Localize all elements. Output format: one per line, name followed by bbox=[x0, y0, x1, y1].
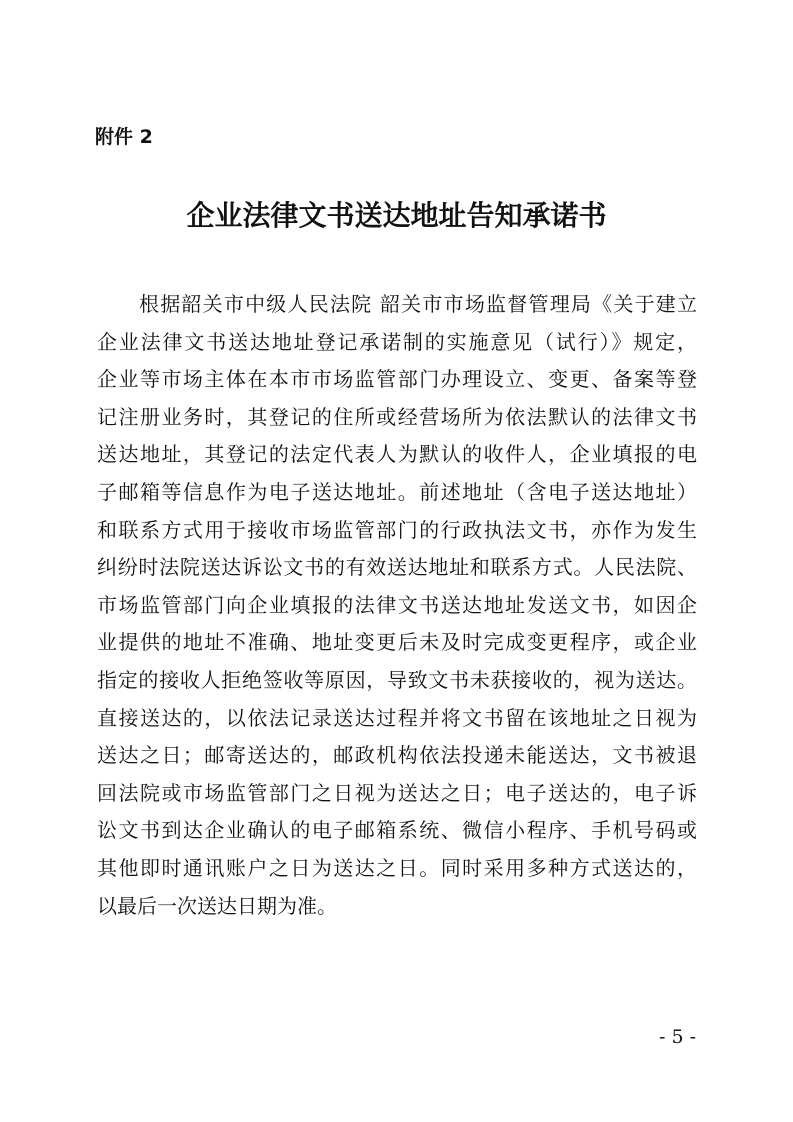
body-line: 送达地址，其登记的法定代表人为默认的收件人，企业填报的电 bbox=[97, 442, 697, 467]
document-title: 企业法律文书送达地址告知承诺书 bbox=[186, 199, 607, 232]
body-text bbox=[97, 286, 697, 925]
body-line: 直接送达的，以依法记录送达过程并将文书留在该地址之日视为 bbox=[97, 705, 697, 730]
body-line: 和联系方式用于接收市场监管部门的行政执法文书，亦作为发生 bbox=[97, 517, 697, 542]
body-line: 讼文书到达企业确认的电子邮箱系统、微信小程序、手机号码或 bbox=[97, 818, 697, 843]
body-line: 市场监管部门向企业填报的法律文书送达地址发送文书，如因企 bbox=[97, 592, 697, 617]
page-number: - 5 - bbox=[658, 1026, 696, 1048]
body-line: 纠纷时法院送达诉讼文书的有效送达地址和联系方式。人民法院、 bbox=[97, 555, 697, 580]
body-line: 企业法律文书送达地址登记承诺制的实施意见（试行）》规定， bbox=[97, 329, 697, 354]
body-line: 业提供的地址不准确、地址变更后未及时完成变更程序，或企业 bbox=[97, 630, 697, 655]
body-line: 子邮箱等信息作为电子送达地址。前述地址（含电子送达地址） bbox=[97, 479, 697, 504]
body-line: 送达之日；邮寄送达的，邮政机构依法投递未能送达，文书被退 bbox=[97, 743, 697, 768]
attachment-label: 附件 2 bbox=[95, 126, 153, 148]
body-line: 记注册业务时，其登记的住所或经营场所为依法默认的法律文书 bbox=[97, 404, 697, 429]
body-line: 企业等市场主体在本市市场监管部门办理设立、变更、备案等登 bbox=[97, 367, 697, 392]
body-line: 指定的接收人拒绝签收等原因，导致文书未获接收的，视为送达。 bbox=[97, 667, 697, 692]
body-line: 以最后一次送达日期为准。 bbox=[97, 893, 337, 918]
body-line: 根据韶关市中级人民法院 韶关市市场监督管理局《关于建立 bbox=[139, 292, 697, 316]
body-line: 回法院或市场监管部门之日视为送达之日；电子送达的，电子诉 bbox=[97, 780, 697, 805]
body-line: 其他即时通讯账户之日为送达之日。同时采用多种方式送达的， bbox=[97, 855, 697, 880]
